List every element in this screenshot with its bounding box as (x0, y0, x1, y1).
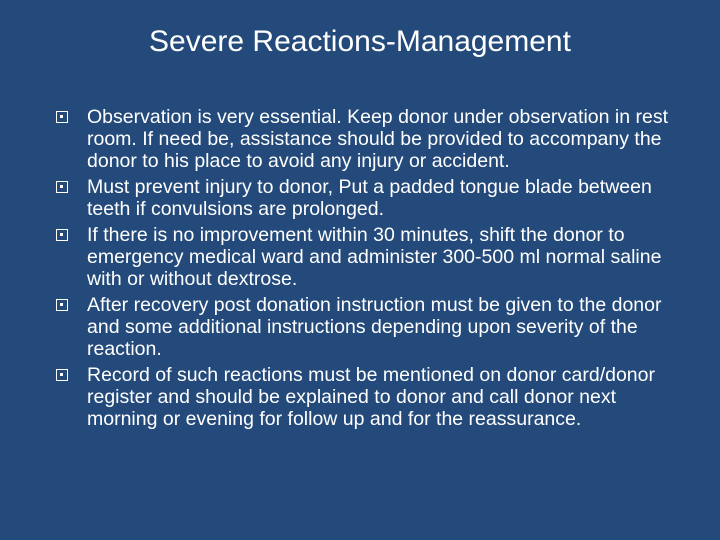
square-bullet-icon (56, 111, 68, 123)
bullet-text: If there is no improvement within 30 minutes, shift the donor to emergency medical ward and administer 300-500 ml normal saline with or without dextrose. (87, 224, 662, 290)
square-bullet-icon (56, 299, 68, 311)
list-item (56, 294, 686, 360)
square-bullet-icon (56, 229, 68, 241)
list-item (56, 106, 686, 172)
bullet-text: Observation is very essential. Keep donor under observation in rest room. If need be, assistance should be provided to accompany the donor to his place to avoid any injury or accident. (87, 106, 668, 172)
square-bullet-icon (56, 369, 68, 381)
bullet-text: Must prevent injury to donor, Put a padded tongue blade between teeth if convulsions are prolonged. (87, 176, 652, 220)
list-item (56, 364, 686, 430)
bullet-list (56, 106, 686, 434)
square-bullet-icon (56, 181, 68, 193)
list-item (56, 224, 686, 290)
list-item (56, 176, 686, 220)
bullet-text: Record of such reactions must be mentioned on donor card/donor register and should be explained to donor and call donor next morning or evening for follow up and for the reassurance. (87, 364, 655, 430)
slide-title: Severe Reactions-Management (149, 25, 571, 58)
bullet-text: After recovery post donation instruction must be given to the donor and some additional instructions depending upon severity of the reaction. (87, 294, 662, 360)
